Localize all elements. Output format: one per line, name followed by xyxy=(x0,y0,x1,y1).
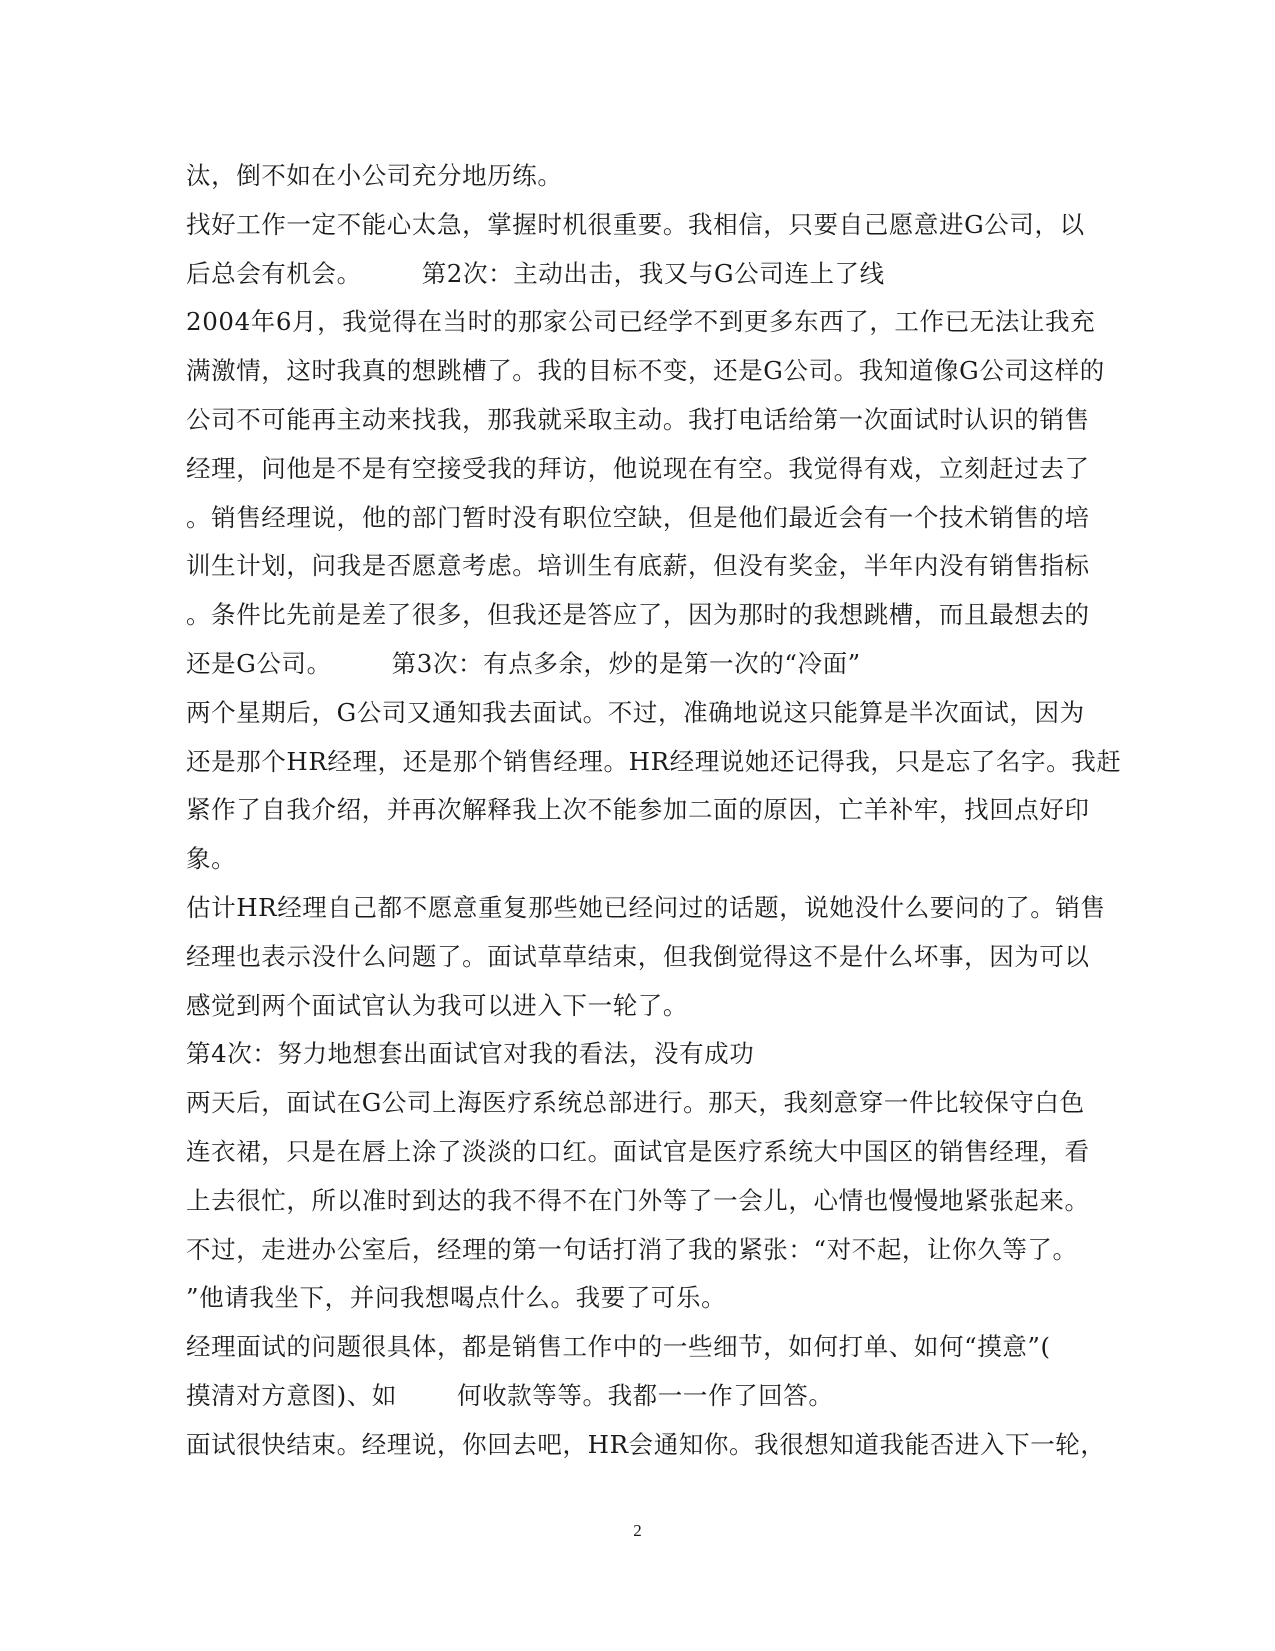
text-line: 还是G公司。 第3次：有点多余，炒的是第一次的“冷面” xyxy=(186,648,861,678)
text-line: 训生计划，问我是否愿意考虑。培训生有底薪，但没有奖金，半年内没有销售指标 xyxy=(186,551,1090,581)
text-line: 紧作了自我介绍，并再次解释我上次不能参加二面的原因，亡羊补牢，找回点好印 xyxy=(186,795,1090,825)
text-line: 公司不可能再主动来找我，那我就采取主动。我打电话给第一次面试时认识的销售 xyxy=(186,404,1090,434)
text-line: 两个星期后，G公司又通知我去面试。不过，准确地说这只能算是半次面试，因为 xyxy=(186,697,1085,727)
text-line: 还是那个HR经理，还是那个销售经理。HR经理说她还记得我，只是忘了名字。我赶 xyxy=(186,746,1122,776)
text-line: 连衣裙，只是在唇上涂了淡淡的口红。面试官是医疗系统大中国区的销售经理，看 xyxy=(186,1136,1090,1166)
text-line: 感觉到两个面试官认为我可以进入下一轮了。 xyxy=(186,990,688,1020)
text-line: 经理面试的问题很具体，都是销售工作中的一些细节，如何打单、如何“摸意”( xyxy=(186,1332,1051,1362)
page-number: 2 xyxy=(633,1521,642,1540)
text-line: 两天后，面试在G公司上海医疗系统总部进行。那天，我刻意穿一件比较保守白色 xyxy=(186,1088,1085,1118)
text-line: 不过，走进办公室后，经理的第一句话打消了我的紧张：“对不起，让你久等了。 xyxy=(186,1234,1078,1264)
text-line: 经理，问他是不是有空接受我的拜访，他说现在有空。我觉得有戏，立刻赶过去了 xyxy=(186,453,1090,483)
text-line: ”他请我坐下，并问我想喝点什么。我要了可乐。 xyxy=(186,1283,727,1313)
text-line: 汰，倒不如在小公司充分地历练。 xyxy=(186,161,563,190)
text-line: 满激情，这时我真的想跳槽了。我的目标不变，还是G公司。我知道像G公司这样的 xyxy=(186,356,1105,386)
text-line: 。销售经理说，他的部门暂时没有职位空缺，但是他们最近会有一个技术销售的培 xyxy=(186,502,1090,532)
text-line: 上去很忙，所以准时到达的我不得不在门外等了一会儿，心情也慢慢地紧张起来。 xyxy=(186,1185,1090,1215)
text-line: 估计HR经理自己都不愿意重复那些她已经问过的话题，说她没什么要问的了。销售 xyxy=(186,892,1106,922)
text-line: 找好工作一定不能心太急，掌握时机很重要。我相信，只要自己愿意进G公司，以 xyxy=(186,209,1085,239)
text-line: 后总会有机会。 第2次：主动出击，我又与G公司连上了线 xyxy=(186,258,885,288)
section-heading: 第2次：主动出击，我又与G公司连上了线 xyxy=(421,258,885,288)
section-heading: 第3次：有点多余，炒的是第一次的“冷面” xyxy=(391,648,861,678)
text-line: 经理也表示没什么问题了。面试草草结束，但我倒觉得这不是什么坏事，因为可以 xyxy=(186,941,1090,971)
text-line: 象。 xyxy=(186,844,237,874)
text-line: 2004年6月，我觉得在当时的那家公司已经学不到更多东西了，工作已无法让我充 xyxy=(186,307,1096,337)
body-text xyxy=(186,152,1122,1470)
section-heading: 第4次：努力地想套出面试官对我的看法，没有成功 xyxy=(186,1039,755,1069)
text-line: 摸清对方意图)、如 何收款等等。我都一一作了回答。 xyxy=(186,1380,834,1410)
text-line: 面试很快结束。经理说，你回去吧，HR会通知你。我很想知道我能否进入下一轮， xyxy=(186,1429,1106,1459)
text-line: 。条件比先前是差了很多，但我还是答应了，因为那时的我想跳槽，而且最想去的 xyxy=(186,600,1090,630)
